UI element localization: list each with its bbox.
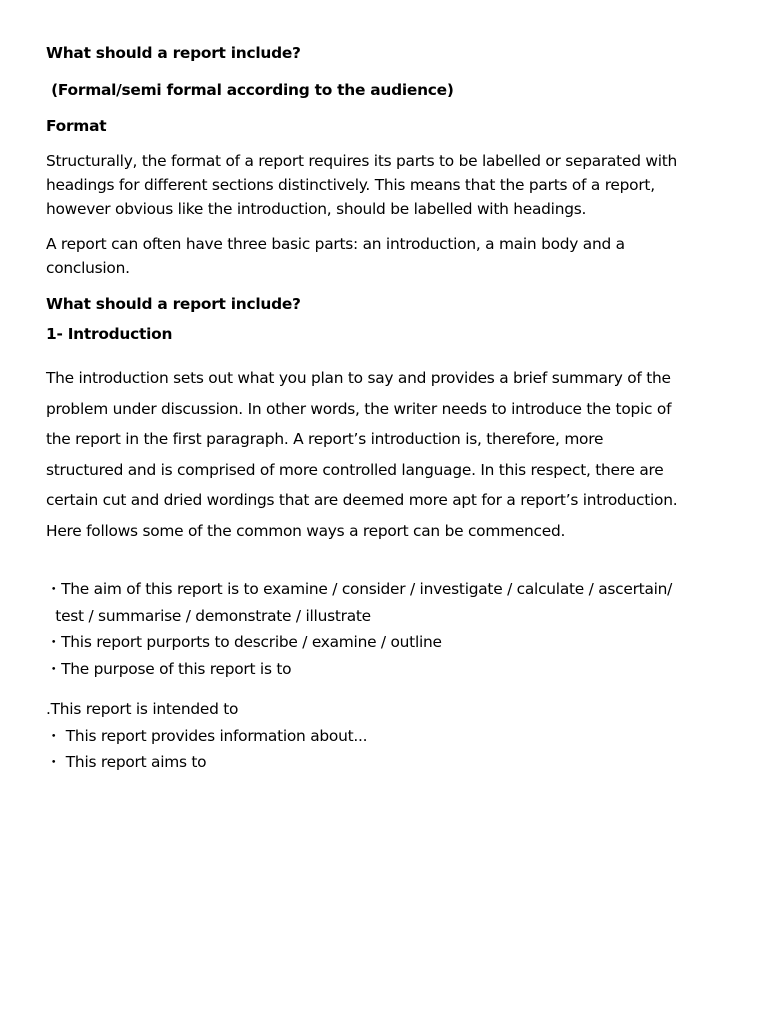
heading-introduction: 1- Introduction xyxy=(46,325,173,343)
paragraph-line: the report in the first paragraph. A report’s introduction is, therefore, more xyxy=(46,430,604,448)
list-item: ・ This report aims to xyxy=(46,753,207,771)
paragraph-line: certain cut and dried wordings that are deemed more apt for a report’s introduction. xyxy=(46,491,678,509)
paragraph-line: structured and is comprised of more controlled language. In this respect, there are xyxy=(46,461,664,479)
paragraph-line: The introduction sets out what you plan to say and provides a brief summary of the xyxy=(46,369,671,387)
list-item: .This report is intended to xyxy=(46,700,239,718)
list-item: ・This report purports to describe / examine / outline xyxy=(46,633,442,651)
list-item: ・The purpose of this report is to xyxy=(46,660,292,678)
paragraph-line: conclusion. xyxy=(46,259,130,277)
paragraph-line: Here follows some of the common ways a report can be commenced. xyxy=(46,522,566,540)
heading-format: Format xyxy=(46,117,107,135)
list-item-continuation: test / summarise / demonstrate / illustrate xyxy=(46,607,371,625)
list-item: ・The aim of this report is to examine / consider / investigate / calculate / ascertain/ xyxy=(46,580,673,598)
heading-register-text: (Formal/semi formal according to the audience) xyxy=(51,81,454,99)
heading-register xyxy=(46,80,454,100)
paragraph-line: A report can often have three basic parts: an introduction, a main body and a xyxy=(46,235,625,253)
paragraph-line: however obvious like the introduction, should be labelled with headings. xyxy=(46,200,587,218)
list-item: ・ This report provides information about... xyxy=(46,727,368,745)
paragraph-line: Structurally, the format of a report requires its parts to be labelled or separated with xyxy=(46,152,678,170)
heading-question-repeat: What should a report include? xyxy=(46,295,301,313)
paragraph-line: problem under discussion. In other words, the writer needs to introduce the topic of xyxy=(46,400,672,418)
paragraph-line: headings for different sections distinctively. This means that the parts of a report, xyxy=(46,176,655,194)
heading-question: What should a report include? xyxy=(46,44,301,62)
